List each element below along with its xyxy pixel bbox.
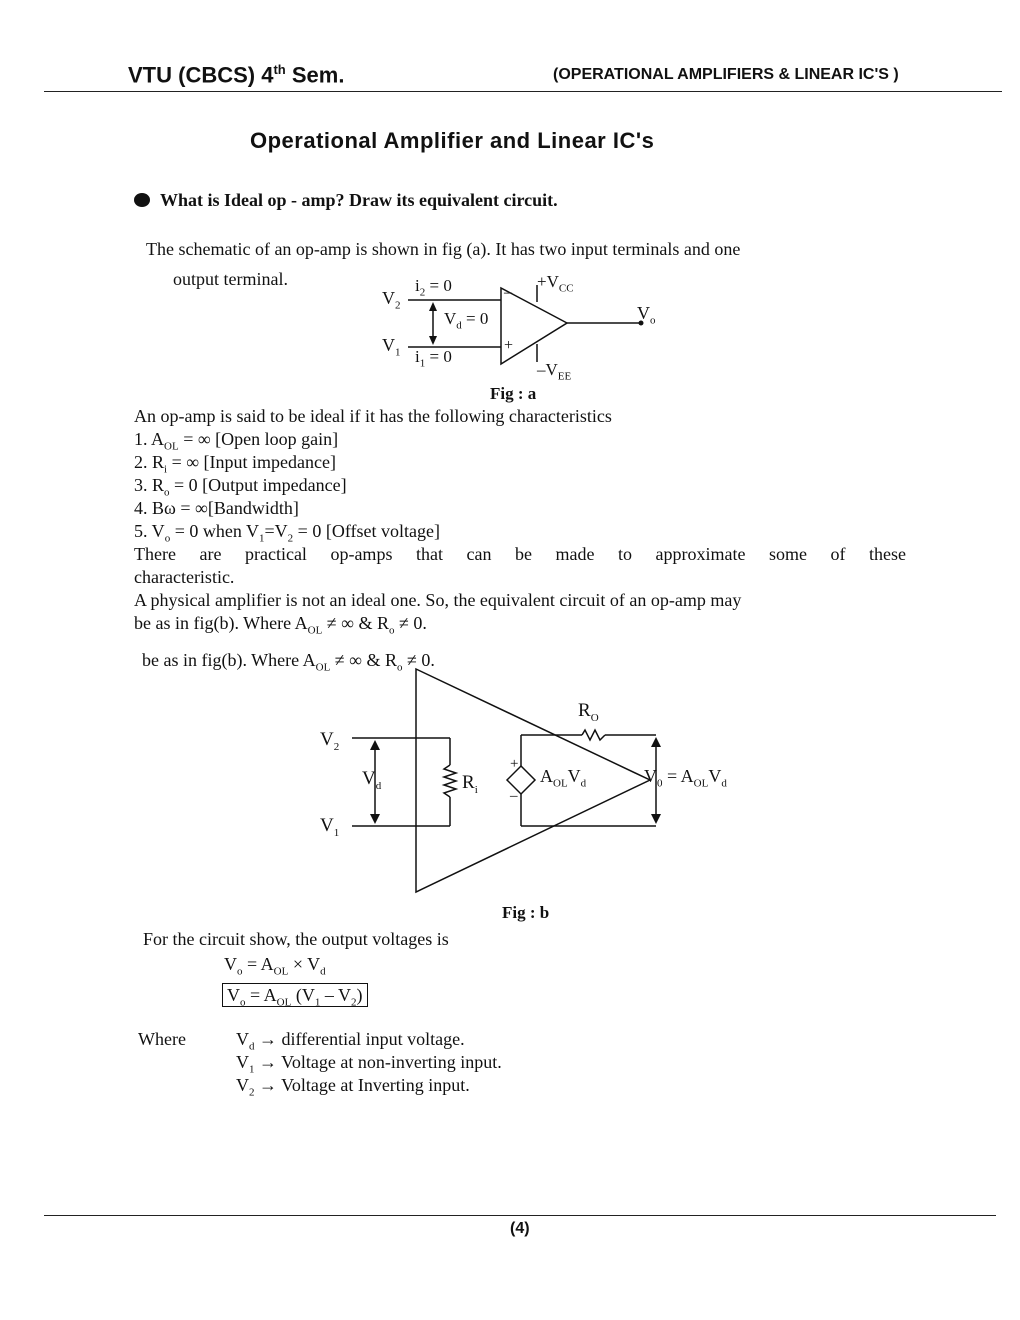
fig-b-v2: $V_2$ (320, 729, 340, 753)
fig-b-vo-eq: $V_0 = A_{OL}V_d$ (644, 766, 727, 790)
header-chapter: (OPERATIONAL AMPLIFIERS & LINEAR IC'S ) (553, 66, 899, 83)
equation-1: $V_o = A_{OL} \times V_d$ (224, 954, 326, 978)
vo-arrow-down (651, 814, 661, 824)
where-label: Where (138, 1029, 186, 1049)
fig-a-plus-sign: + (504, 337, 514, 354)
vd-arrow-b-up (370, 740, 380, 750)
fig-b-minus-sign: – (510, 788, 518, 804)
fig-b-ro: $R_O$ (578, 700, 599, 724)
footer-rule (44, 1215, 996, 1216)
page-number: (4) (510, 1220, 530, 1237)
fig-a-vd: $V_d = 0$ (444, 309, 489, 332)
fig-a-vcc: $+V_{CC}$ (537, 272, 574, 295)
fig-a-v2: $V_2$ (382, 288, 401, 312)
vo-arrow-up (651, 737, 661, 747)
output-intro: For the circuit show, the output voltages is (143, 929, 449, 949)
where-line-1: be as in fig(b). Where $A_{OL}$ ≠ ∞ & $R_o \ne 0$. (134, 613, 427, 637)
fig-b-vd: $V_d$ (362, 768, 382, 792)
fig-a-i1: $i_1 = 0$ (415, 347, 452, 370)
fig-b-ri: $R_i$ (462, 772, 478, 796)
fig-b-plus-sign: + (510, 756, 519, 772)
equation-2-boxed: $V_o = A_{OL}$ $(V_1 - V_2)$ (222, 985, 368, 1009)
opamp-triangle-b (416, 669, 650, 892)
intro-line-2: output terminal. (173, 269, 288, 289)
fig-b-caption: Fig : b (502, 903, 550, 922)
fig-a-minus-sign: – (504, 284, 512, 301)
physical-line: A physical amplifier is not an ideal one. So, the equivalent circuit of an op-amp may (134, 590, 742, 610)
intro-line-1: The schematic of an op-amp is shown in fig (a). It has two input terminals and one (146, 239, 741, 259)
practical-line-2: characteristic. (134, 567, 235, 587)
question-heading: What is Ideal op - amp? Draw its equivalent circuit. (134, 190, 558, 211)
ro-resistor (582, 730, 605, 740)
fig-a-v1: $V_1$ (382, 335, 401, 359)
header-title: VTU (CBCS) 4th Sem. (128, 62, 345, 88)
char-item-2: 2. $R_i$ = ∞ [Input impedance] (134, 452, 337, 476)
fig-a-vo: $V_o$ (637, 303, 656, 327)
fig-a-caption: Fig : a (490, 384, 537, 403)
where-item-v2: $V_2$ → Voltage at Inverting input. (236, 1075, 470, 1099)
char-item-4: 4. Bω = ∞[Bandwidth] (134, 498, 299, 518)
ideal-intro: An op-amp is said to be ideal if it has the following characteristics (134, 406, 612, 426)
vd-arrow-b-down (370, 814, 380, 824)
ri-resistor (444, 765, 456, 797)
where-item-v1: $V_1$ → Voltage at non-inverting input. (236, 1052, 502, 1076)
fig-b-aol-vd: $A_{OL}V_d$ (540, 766, 587, 790)
where-item-vd: $V_d$ → differential input voltage. (236, 1029, 465, 1053)
char-item-3: 3. $R_o = 0$ [Output impedance] (134, 475, 347, 499)
fig-a-vee: $-V_{EE}$ (537, 360, 572, 383)
page-title: Operational Amplifier and Linear IC's (250, 128, 655, 153)
char-item-5: 5. $V_o = 0$ when $V_1=V_2 = 0$ [Offset voltage] (134, 521, 440, 545)
fig-a-i2: $i_2 = 0$ (415, 276, 452, 299)
where-line-2: be as in fig(b). Where $A_{OL}$ ≠ ∞ & $R_o \ne 0$. (142, 650, 435, 674)
fig-b-v1: $V_1$ (320, 815, 340, 839)
practical-line-1: There are practical op-amps that can be made to approximate some of these (134, 544, 906, 564)
char-item-1: 1. $A_{OL}$ = ∞ [Open loop gain] (134, 429, 339, 453)
